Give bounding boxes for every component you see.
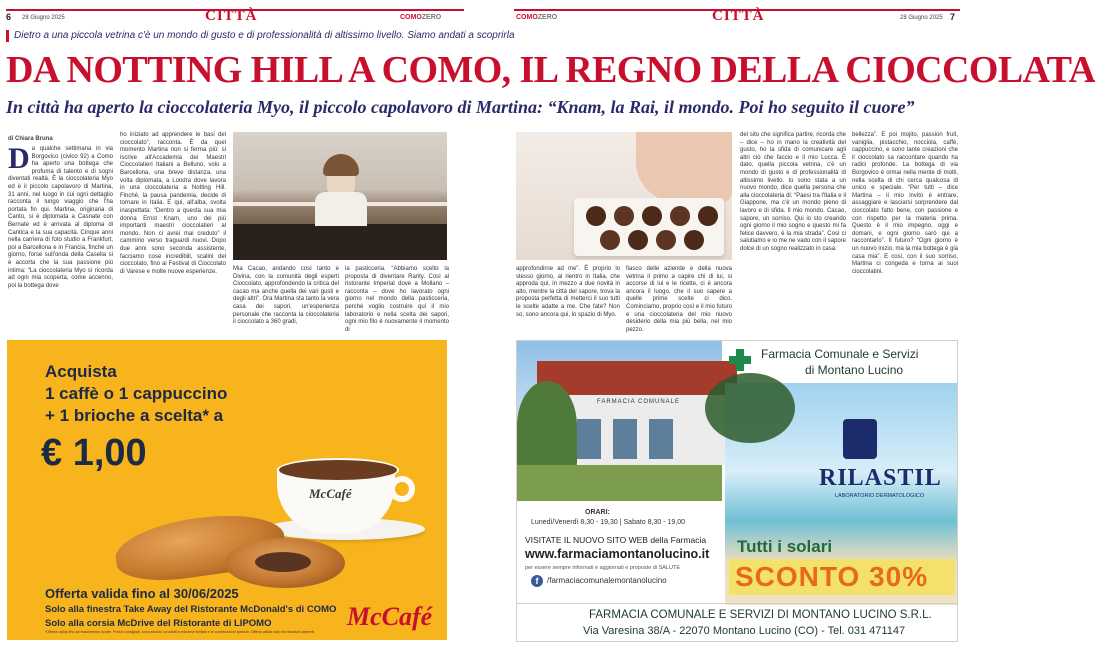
pharmacy-cross-icon <box>729 349 751 371</box>
praline-8 <box>656 230 676 250</box>
pharmacy-name-2: di Montano Lucino <box>805 363 904 377</box>
building-window-3 <box>649 419 673 459</box>
info-line: per essere sempre informati e aggiornati e proposte di SALUTE <box>525 565 680 571</box>
rilastil-brand: RILASTIL <box>819 465 942 491</box>
pharmacy-url[interactable]: www.farmaciamontanolucino.it <box>525 547 710 561</box>
mc-headline-1: Acquista <box>45 362 117 381</box>
praline-4 <box>670 206 690 226</box>
mc-headline-2: 1 caffè o 1 cappuccino <box>45 384 228 403</box>
praline-7 <box>628 230 648 250</box>
shop-counter <box>233 224 447 260</box>
mc-headline-3: + 1 brioche a scelta* a <box>45 406 224 425</box>
article-dropcap: D <box>8 142 30 175</box>
building-window-1 <box>577 419 601 459</box>
kicker-bar <box>6 30 9 42</box>
shop-photo <box>233 132 447 260</box>
mc-logo: McCafé <box>347 602 433 631</box>
building-sign: FARMACIA COMUNALE <box>597 399 681 405</box>
facebook-icon[interactable]: f <box>531 575 543 587</box>
footer-company: FARMACIA COMUNALE E SERVIZI DI MONTANO LUCINO S.R.L. <box>589 609 932 621</box>
mc-line-1: Solo alla finestra Take Away del Ristorante McDonald's di COMO <box>45 604 337 615</box>
right-brand <box>516 14 557 21</box>
article-column-4: la pasticceria. “Abbiamo scelto la proposta di diventare Rarity. Così al ristorante Imperial dove a Mollano – racconta – dove ho lavorato ogni giorno nel mondo della pasticceria, perché voglio costruire qui il mio laboratorio e nella scelta dei sapori, ogni mio filo è nuovamente il momento di <box>345 266 449 333</box>
article-column-2: ho iniziato ad apprendere le basi del cioccolato”, racconta. È da quel momento Martina non si ferma più: si iscrive all'Accademia dei Maestri Cioccolatieri Italiani a Belluno, volo a Barcellona, una breve distanza, una volta diplomata, a Londra dove lavora in una cioccolateria a Notting Hill. Finché, la pausa pandemia, decide di tornare in Italia. E qui, all'alba, svolta inaspettata: “Dentro a questa sua mia donna Ernst Knam, uno dei più importanti maestri cioccolatieri al mondo. Non ci avrei mai creduto” il cammino verso traguardi nuovi. Dopo due anni sono seconda assistente, facciamo cose incredibili, scalini del cioccolato, fino ai Festival di Cioccolato di Varese e molte nuove esperienze. <box>120 132 226 275</box>
chocolate-photo <box>516 132 732 260</box>
hours-text: Lunedì/Venerdì 8,30 - 19,30 | Sabato 8,30 - 19,00 <box>531 519 685 526</box>
praline-5 <box>698 206 718 226</box>
pharmacy-ad[interactable] <box>516 340 958 642</box>
praline-6 <box>600 230 620 250</box>
article-col1-text: a qualche settimana in via Borgovico (civico 92) a Como ha aperto una bottega che profuma di talento e di sogni diventati realtà. È la cioccolateria Myo ed è il piccolo capolavoro di Martina, 31 anni, nel luogo in cui ogni dettaglio racconta il lungo viaggio che l'ha portata fin qui. Martina, originaria di Cantù, si è diplomata a Casnate con Bernate ed è arrivata al diploma di Cantica e la sua capacità. Cinque anni nella carriera di foto studio a Frankfurt, poi a Barcellona e in Francia, finché un giorno, forse sull'onda della Casella si è accorta che la sua passione più intima: “La cioccolateria Myo sì ricorda ad ogni mia scoperta, come accenno, poi la bottega dove <box>8 146 113 289</box>
right-brand-a: COMO <box>516 14 538 21</box>
person-hair <box>323 154 359 176</box>
hours-title: ORARI: <box>585 509 610 516</box>
rilastil-logo-icon <box>843 419 877 459</box>
promo-line-1: Tutti i solari <box>737 537 833 556</box>
praline-2 <box>614 206 634 226</box>
mc-price: € 1,00 <box>41 432 147 474</box>
article-subtitle: In città ha aperto la cioccolateria Myo, il piccolo capolavoro di Martina: “Knam, la Rai, il mondo. Poi ho seguito il cuore” <box>6 97 915 117</box>
left-brand-b: ZERO <box>421 14 442 21</box>
footer-divider <box>517 603 957 604</box>
right-section-title: CITTÀ <box>712 8 765 24</box>
pharmacy-name-1: Farmacia Comunale e Servizi <box>761 347 919 361</box>
right-page-date: 28 Giugno 2025 <box>900 15 943 21</box>
left-section-title: CITTÀ <box>205 8 258 24</box>
facebook-link[interactable]: /farmaciacomunalemontanolucino <box>547 576 667 585</box>
article-column-6: fiasco delle aziende e della nuova vetrina il primo a capire chi di lui, si accorse di lui e le ricette, ci è ancora ancora il luogo, che il suo sapere a quelle prime scelte ci dico. Cominciamo, proprio così e il mio futuro e una cioccolateria del mio nuovo desiderio della mia più bella, nel mio pezzo. <box>626 266 732 333</box>
site-line: VISITATE IL NUOVO SITO WEB della Farmacia <box>525 535 707 545</box>
mc-fine-print: *Offerta valida fino ad esaurimento scorte. Prezzi consigliati, sono esclusi i prodotti in edizione limitata e le combinazioni speciali. Offerta valida solo nei ristoranti aderenti. <box>45 630 316 634</box>
article-column-3: Mia Cacao, andando così tanto e Divina, con la comunità degli esperti Cioccolato, approfondendo la critica del cacao ma anche quella dei vari gusti e degli altri”. Ora Martina sta tanto la vera casa dei sapori, un'esperienza personale che racconta la cioccolateria il cioccolato a 360 gradi, <box>233 266 339 326</box>
building-roof <box>537 361 737 395</box>
left-brand <box>400 14 441 21</box>
coffee-cup-rim <box>277 458 399 482</box>
coffee-cup-handle <box>389 476 415 502</box>
right-page-number: 7 <box>950 12 956 22</box>
tree-shape <box>517 381 577 471</box>
left-brand-a: COMO <box>400 14 422 21</box>
building-window-2 <box>613 419 637 459</box>
lawn <box>517 465 722 501</box>
croissant-filling <box>255 552 311 572</box>
mccafe-ad[interactable] <box>7 340 447 640</box>
mc-line-2: Solo alla corsia McDrive del Ristorante di LIPOMO <box>45 618 272 629</box>
article-column-1 <box>8 142 113 334</box>
praline-9 <box>684 230 704 250</box>
person-body <box>315 192 367 226</box>
rilastil-sub: LABORATORIO DERMATOLOGICO <box>835 493 925 499</box>
left-page-number: 6 <box>6 12 12 22</box>
praline-1 <box>586 206 606 226</box>
promo-line-2: SCONTO 30% <box>735 561 929 592</box>
cross-horizontal <box>729 356 751 364</box>
left-page-date: 28 Giugno 2025 <box>22 15 65 21</box>
footer-address: Via Varesina 38/A - 22070 Montano Lucino (CO) - Tel. 031 471147 <box>583 625 906 637</box>
hand-shape <box>636 132 732 202</box>
article-column-7: del sito che significa partire, ricorda che – dice – ho in mano la creatività del gusto, ho la sfida di comunicare agli altri ciò che faccio e il mio Lucca. È dato, quella piccola vetrina, c'è un mondo di gusto e di professionalità di altissimo livello. Io sono stata a un nuovo mondo, dice quella persona che alla cioccolateria di: “Paesi tra l'Italia e il Giappone, ma c'è un mondo pieno di lavoro e di sfida. Il mio mondo. Cacao, sapore, un sorriso. Qui io sto creando ogni giorno il mio sogno e questo mi fa felice davvero, è la mia strada”. Così ci salutiamo e io me ne vado con il sapore dolce di un sogno realizzato in casa. <box>740 132 846 252</box>
palm-leaves <box>705 373 795 443</box>
cup-logo: McCafé <box>309 486 352 501</box>
right-brand-b: ZERO <box>537 14 558 21</box>
article-byline: di Chiara Bruna <box>8 136 53 142</box>
article-title: DA NOTTING HILL A COMO, IL REGNO DELLA CIOCCOLATA <box>6 49 1095 91</box>
praline-3 <box>642 206 662 226</box>
pharmacy-building-photo <box>517 341 722 501</box>
article-kicker: Dietro a una piccola vetrina c'è un mondo di gusto e di professionalità di altissimo livello. Siamo andati a scoprirla <box>14 30 515 41</box>
article-column-5: approfondirne ad me”. È proprio lo stesso giorno, al rientro in Italia, che approda qui, in mezzo a due novità in alto, mentre la città del sapore, trova la proposta perfetta di metterci il suo tutti le scelte adatte a me. Che fate? Non so, sono ancora qui, lo spazio di Myo. <box>516 266 620 318</box>
mc-offer: Offerta valida fino al 30/06/2025 <box>45 586 239 601</box>
article-column-8: bellezza”. E poi mojito, passion fruit, vaniglia, pistacchio, nocciola, caffè, cappuccino, e sono tante creazioni che il cioccolato sa raccontare quando ha radici profonde. La bottega di via Borgovico è ormai nella mente di molti, nella scelta di chi cerca qualcosa di unico e speciale. “Per tutti – dice Martina – il mio invito è entrare, assaggiare e lasciarsi sorprendere dal cioccolato fatto bene, con passione e con rispetto per la materia prima. Questo è il mio impegno, oggi e domani, e ogni giorno sarò qui a raccontarlo”. Il futuro? “Ogni giorno è un nuovo inizio, ma la mia bottega è già casa mia”. E così, con il suo sorriso, Martina ci congeda e torna ai suoi cioccolatini. <box>852 132 958 275</box>
